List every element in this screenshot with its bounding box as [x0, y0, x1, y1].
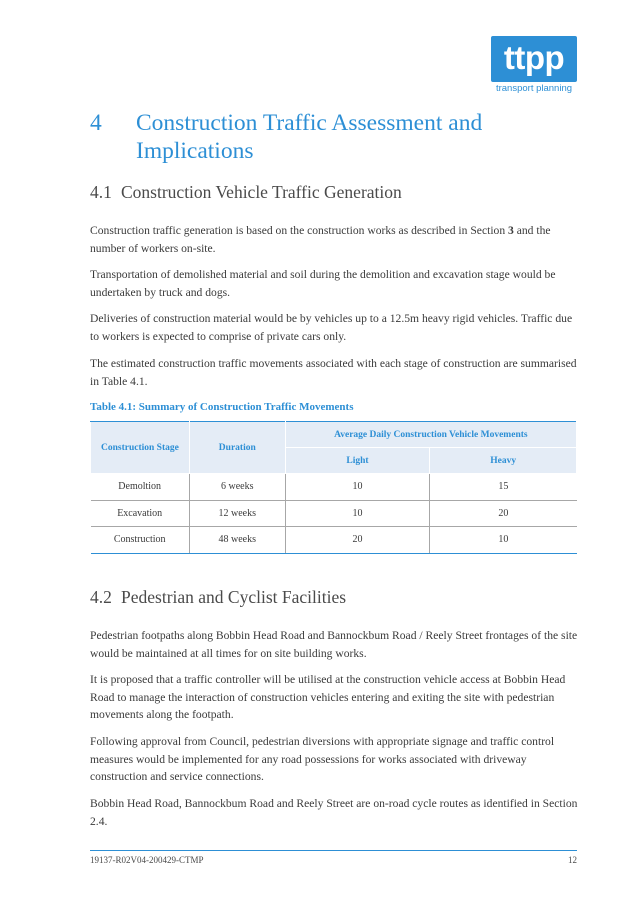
cell-stage: Demoltion [91, 474, 190, 501]
footer-doc-ref: 19137-R02V04-200429-CTMP [90, 855, 204, 865]
cell-heavy: 10 [430, 527, 577, 554]
construction-traffic-table [90, 421, 577, 554]
table-caption: Table 4.1: Summary of Construction Traffic Movements [90, 401, 354, 413]
section-title: Construction Traffic Assessment and Implications [136, 110, 483, 164]
ttpp-logo [491, 36, 577, 94]
paragraph-cycle-routes: Bobbin Head Road, Bannockbum Road and Reely Street are on-road cycle routes as identified in Section 2.4. [90, 797, 578, 828]
cell-duration: 12 weeks [189, 500, 285, 527]
subsection-number: 4.2 [90, 587, 112, 607]
cell-light: 10 [285, 474, 430, 501]
header-duration: Duration [189, 422, 285, 474]
cell-heavy: 15 [430, 474, 577, 501]
logo-tagline: transport planning [495, 83, 573, 94]
subsection-title: Pedestrian and Cyclist Facilities [121, 587, 347, 607]
subsection-number: 4.1 [90, 182, 112, 202]
section-number: 4 [90, 110, 102, 136]
paragraph-pedestrian-diversions: Following approval from Council, pedestrian diversions with appropriate signage and traffic control measures would be implemented for any road possessions for works associated with driveway construction and service connections. [90, 735, 555, 783]
footer-page-number: 12 [568, 855, 577, 865]
paragraph-traffic-generation [90, 222, 582, 257]
paragraph-deliveries: Deliveries of construction material would be by vehicles up to a 12.5m heavy rigid vehicles. Traffic due to workers is expected to comprise of private cars only. [90, 312, 573, 343]
subsection-heading-4-2 [90, 587, 346, 608]
header-heavy: Heavy [430, 448, 577, 474]
table-row [91, 500, 577, 527]
cell-stage: Construction [91, 527, 190, 554]
section-reference: 3 [508, 224, 514, 237]
paragraph-text: and the number of workers on-site. [90, 224, 551, 255]
table-row [91, 474, 577, 501]
subsection-title: Construction Vehicle Traffic Generation [121, 182, 402, 202]
footer-divider [90, 850, 577, 851]
paragraph-demolition-transport: Transportation of demolished material and soil during the demolition and excavation stage would be undertaken by truck and dogs. [90, 268, 556, 299]
paragraph-traffic-controller: It is proposed that a traffic controller will be utilised at the construction vehicle access at Bobbin Head Road to manage the interaction of construction vehicles entering and exiting the site with pedestrian movements along the footpath. [90, 673, 566, 721]
header-light: Light [285, 448, 430, 474]
header-movements: Average Daily Construction Vehicle Movements [285, 422, 576, 448]
cell-light: 20 [285, 527, 430, 554]
cell-heavy: 20 [430, 500, 577, 527]
logo-mark: ttpp [491, 36, 577, 82]
subsection-heading-4-1 [90, 182, 402, 203]
header-construction-stage: Construction Stage [91, 422, 190, 474]
table-row [91, 527, 577, 554]
cell-light: 10 [285, 500, 430, 527]
paragraph-estimated-movements: The estimated construction traffic movements associated with each stage of construction are summarised in Table 4.1. [90, 357, 577, 388]
cell-duration: 48 weeks [189, 527, 285, 554]
paragraph-footpaths: Pedestrian footpaths along Bobbin Head Road and Bannockbum Road / Reely Street frontages of the site would be maintained at all times for on site building works. [90, 629, 578, 660]
cell-stage: Excavation [91, 500, 190, 527]
paragraph-text: Construction traffic generation is based on the construction works as described in Section [90, 224, 509, 237]
cell-duration: 6 weeks [189, 474, 285, 501]
